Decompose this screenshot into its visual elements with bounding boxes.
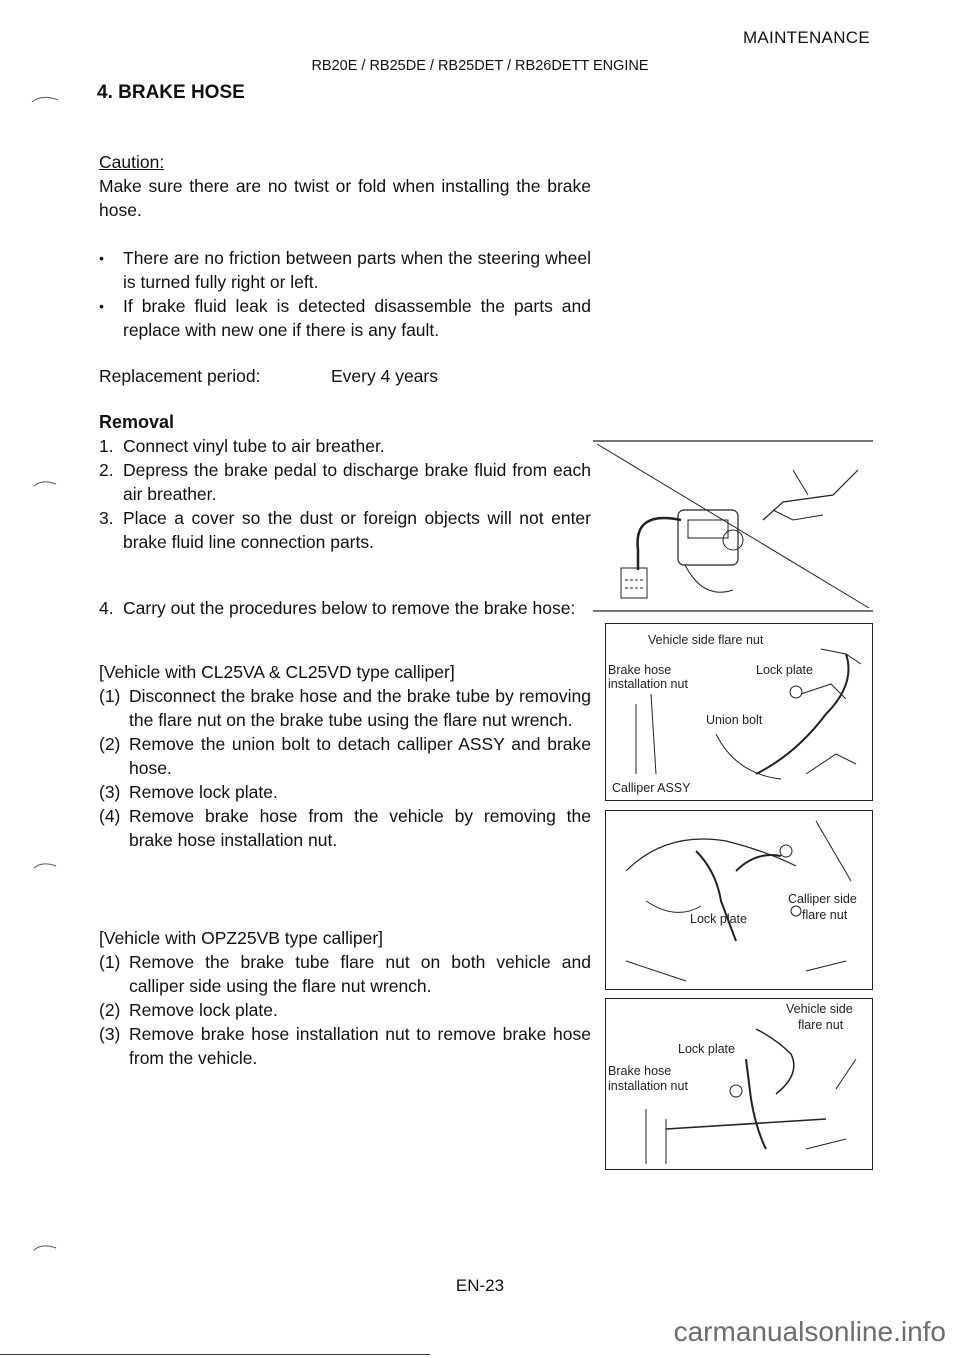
step-number: 4. bbox=[99, 598, 114, 618]
watermark: carmanualsonline.info bbox=[673, 1316, 946, 1347]
label-calliper-side: Calliper side bbox=[788, 892, 857, 906]
label-flare-nut: flare nut bbox=[802, 908, 848, 922]
step-text: Disconnect the brake hose and the brake tube by removing the flare nut on the brake tube using the flare nut wrench. bbox=[129, 686, 591, 730]
label-lock-plate: Lock plate bbox=[756, 663, 813, 677]
step-number: (4) bbox=[99, 806, 121, 826]
step-text: Remove lock plate. bbox=[129, 782, 278, 802]
margin-mark bbox=[28, 1240, 68, 1254]
step-text: Remove the union bolt to detach calliper ASSY and brake hose. bbox=[129, 734, 591, 778]
step-number: (1) bbox=[99, 686, 121, 706]
step-item bbox=[99, 1022, 591, 1070]
step-item bbox=[99, 434, 591, 458]
step-text: Carry out the procedures below to remove the brake hose: bbox=[123, 598, 576, 618]
step-item bbox=[99, 458, 591, 506]
step-item bbox=[99, 732, 591, 780]
label-installation-nut: installation nut bbox=[608, 1079, 688, 1093]
figure-opz25-vehicle-drawing bbox=[606, 999, 872, 1169]
figure-opz25-drawing bbox=[606, 811, 872, 989]
caution-block bbox=[99, 150, 591, 222]
label-vehicle-side-flare-nut: Vehicle side flare nut bbox=[648, 633, 764, 647]
step-item bbox=[99, 950, 591, 998]
step-text: Remove brake hose from the vehicle by removing the brake hose installation nut. bbox=[129, 806, 591, 850]
opz25-section bbox=[99, 926, 591, 1070]
removal-heading: Removal bbox=[99, 412, 175, 432]
figure-air-breather bbox=[593, 440, 873, 612]
label-brake-hose: Brake hose bbox=[608, 1064, 672, 1078]
section-header: MAINTENANCE bbox=[742, 28, 870, 47]
step-text: Place a cover so the dust or foreign objects will not enter brake fluid line connection parts. bbox=[123, 508, 591, 552]
step-text: Connect vinyl tube to air breather. bbox=[123, 436, 385, 456]
step-text: Remove lock plate. bbox=[129, 1000, 278, 1020]
label-lock-plate: Lock plate bbox=[690, 912, 747, 926]
margin-mark bbox=[28, 858, 68, 872]
step-item bbox=[99, 596, 591, 620]
figure-cl25-drawing bbox=[606, 624, 872, 800]
figure-cl25-calliper bbox=[605, 623, 873, 801]
figure-air-breather-drawing bbox=[593, 440, 873, 612]
footer-rule bbox=[0, 1354, 430, 1355]
step-item bbox=[99, 506, 591, 554]
step-text: Remove brake hose installation nut to remove brake hose from the vehicle. bbox=[129, 1024, 591, 1068]
bullet-item: • If brake fluid leak is detected disassemble the parts and replace with new one if there is any fault. bbox=[99, 294, 591, 342]
replacement-value: Every 4 years bbox=[331, 366, 438, 386]
step-number: (3) bbox=[99, 1024, 121, 1044]
step-number: 3. bbox=[99, 508, 114, 528]
step-text: Depress the brake pedal to discharge brake fluid from each air breather. bbox=[123, 460, 591, 504]
bullet-item: • There are no friction between parts when the steering wheel is turned fully right or left. bbox=[99, 246, 591, 294]
step-item bbox=[99, 780, 591, 804]
label-flare-nut: flare nut bbox=[798, 1018, 844, 1032]
step-number: 2. bbox=[99, 460, 114, 480]
figure-opz25-calliper-side bbox=[605, 810, 873, 990]
step-number: (3) bbox=[99, 782, 121, 802]
label-lock-plate: Lock plate bbox=[678, 1042, 735, 1056]
caution-text: Make sure there are no twist or fold when installing the brake hose. bbox=[99, 176, 591, 220]
margin-mark bbox=[28, 92, 68, 106]
label-brake-hose: Brake hose bbox=[608, 663, 672, 677]
cl25-heading: [Vehicle with CL25VA & CL25VD type calliper] bbox=[99, 662, 455, 682]
bullet-list bbox=[99, 246, 591, 342]
page-title: 4. BRAKE HOSE bbox=[97, 82, 245, 103]
step-text: Remove the brake tube flare nut on both vehicle and calliper side using the flare nut wrench. bbox=[129, 952, 591, 996]
step-item bbox=[99, 684, 591, 732]
label-union-bolt: Union bolt bbox=[706, 713, 763, 727]
opz25-heading: [Vehicle with OPZ25VB type calliper] bbox=[99, 928, 384, 948]
step-item bbox=[99, 998, 591, 1022]
caution-label: Caution: bbox=[99, 152, 165, 172]
removal-step-4 bbox=[99, 596, 591, 620]
removal-section bbox=[99, 410, 591, 554]
cl25-section bbox=[99, 660, 591, 852]
figure-opz25-vehicle-side bbox=[605, 998, 873, 1170]
label-installation-nut: installation nut bbox=[608, 677, 688, 691]
replacement-label: Replacement period: bbox=[99, 366, 261, 386]
step-item bbox=[99, 804, 591, 852]
step-number: (1) bbox=[99, 952, 121, 972]
replacement-row bbox=[99, 364, 591, 388]
margin-mark bbox=[28, 476, 68, 490]
label-vehicle-side: Vehicle side bbox=[786, 1002, 853, 1016]
page-number: EN-23 bbox=[455, 1276, 505, 1295]
label-calliper-assy: Calliper ASSY bbox=[612, 781, 691, 795]
step-number: 1. bbox=[99, 436, 114, 456]
engine-header: RB20E / RB25DE / RB25DET / RB26DETT ENGINE bbox=[311, 58, 649, 74]
step-number: (2) bbox=[99, 734, 121, 754]
step-number: (2) bbox=[99, 1000, 121, 1020]
